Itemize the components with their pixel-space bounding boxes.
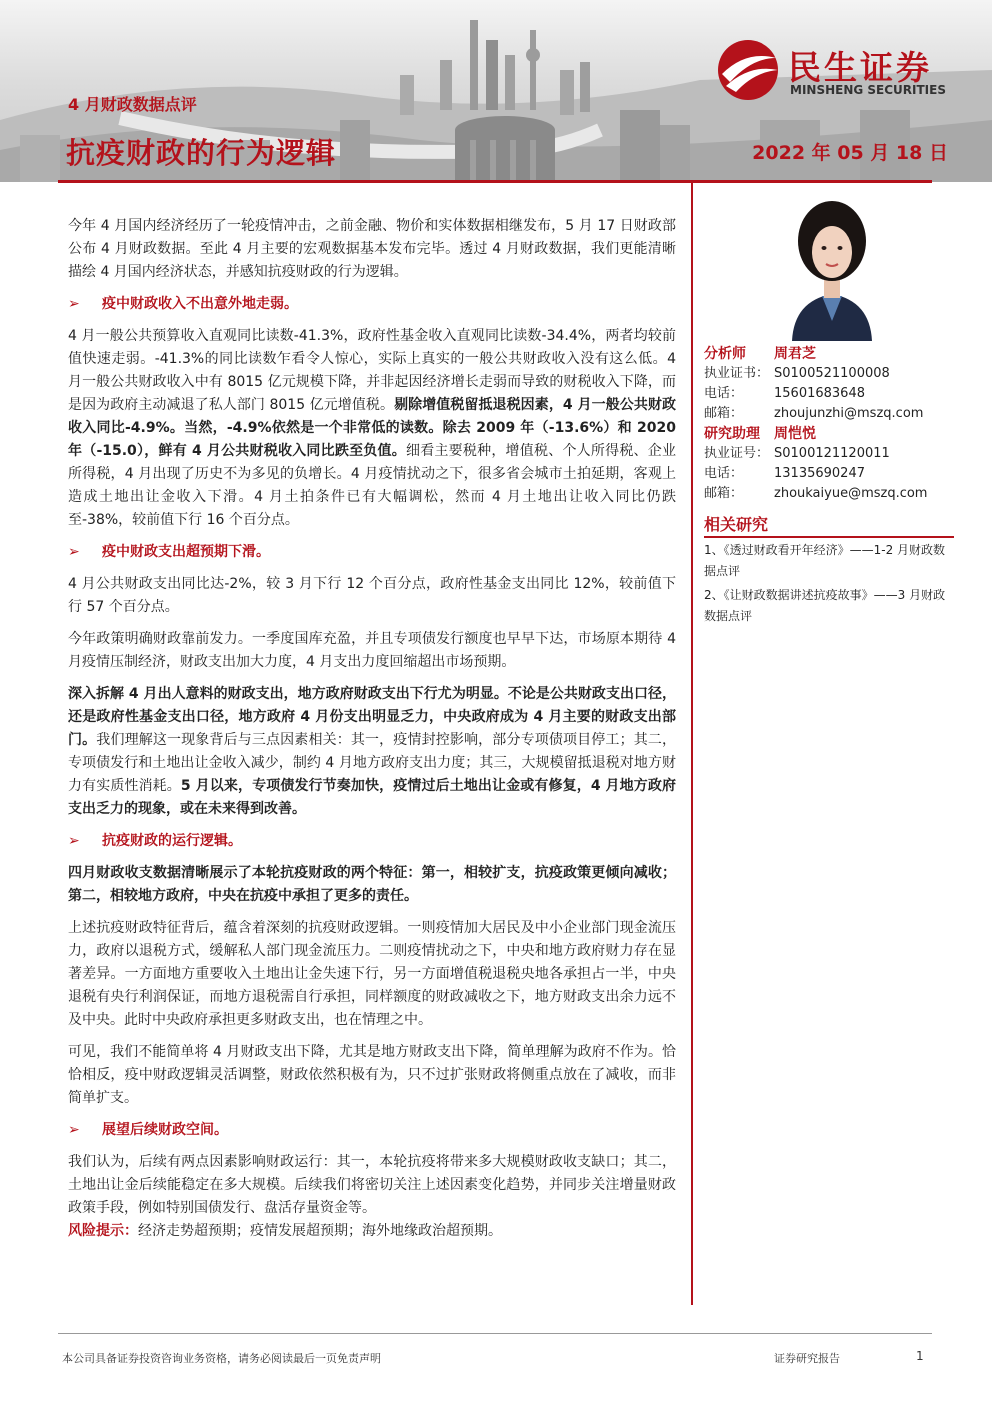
bullet-arrow-icon: ➢ bbox=[68, 296, 80, 312]
intro-paragraph: 今年 4 月国内经济经历了一轮疫情冲击，之前金融、物价和实体数据相继发布，5 月 17 日财政部公布 4 月财政数据。至此 4 月主要的宏观数据基本发布完毕。透过 4 月财政数据，我们更能清晰描绘 4 月国内经济状态，并感知抗疫财政的行为逻辑。 bbox=[68, 218, 676, 280]
analyst-photo bbox=[772, 196, 892, 341]
revenue-paragraph: 4 月一般公共预算收入直观同比读数-41.3%，政府性基金收入直观同比读数-34.4%，两者均较前值快速走弱。-41.3%的同比读数乍看令人惊心，实际上真实的一般公共财政收入没有这么低。4 月一般公共财政收入中有 8015 亿元规模下降，并非起因经济增长走弱而导致的财税收入下降，而是因为政府主动减退了私人部门 8015 亿元增值税。剔除增值税留抵退税因素，4 月一般公共财政收入同比-4.9%。当然，-4.9%依然是一个非常低的读数。除去 2009 年（-13.6%）和 2020 年（-15.0），鲜有 4 月公共财税收入同比跌至负值。细看主要税种，增值税、个人所得税、企业所得税，4 月出现了历史不为多见的负增长。4 月疫情扰动之下，很多省会城市土拍延期，客观上造成土地出让金收入下滑。4 月土拍条件已有大幅调松，然而 4 月土地出让收入同比仍跌至-38%，较前值下行 16 个百分点。 bbox=[68, 328, 677, 528]
report-subject: 4 月财政数据点评 bbox=[68, 95, 197, 114]
related-research-item[interactable]: 1、《透过财政看开年经济》——1-2 月财政数据点评 bbox=[704, 543, 946, 578]
analyst-name: 周君芝 bbox=[774, 346, 816, 362]
assistant-email: 邮箱： zhoukaiyue@mszq.com bbox=[704, 486, 928, 501]
main-content bbox=[68, 215, 676, 1252]
logic-paragraph-3: 可见，我们不能简单将 4 月财政支出下降，尤其是地方财政支出下降，简单理解为政府不作为。恰恰相反，疫中财政逻辑灵活调整，财政依然积极有为，只不过扩张财政将侧重点放在了减收，而非简单扩支。 bbox=[68, 1044, 676, 1106]
footer-divider bbox=[58, 1333, 932, 1334]
section-heading-revenue: ➢ 疫中财政收入不出意外地走弱。 bbox=[68, 293, 676, 316]
section-heading-logic: ➢ 抗疫财政的运行逻辑。 bbox=[68, 830, 676, 853]
header-divider bbox=[58, 180, 932, 183]
logo-name-en: MINSHENG SECURITIES bbox=[790, 83, 946, 97]
related-research-title: 相关研究 bbox=[704, 515, 769, 534]
assistant-phone: 电话： 13135690247 bbox=[704, 466, 865, 481]
logic-paragraph-1: 四月财政收支数据清晰展示了本轮抗疫财政的两个特征：第一，相较扩支，抗疫政策更倾向减收；第二，相较地方政府，中央在抗疫中承担了更多的责任。 bbox=[68, 865, 676, 904]
analyst-info bbox=[704, 344, 944, 504]
analyst-cert: 执业证书： S0100521100008 bbox=[704, 366, 890, 381]
report-date: 2022 年 05 月 18 日 bbox=[752, 142, 948, 164]
outlook-paragraph: 我们认为，后续有两点因素影响财政运行：其一，本轮抗疫将带来多大规模财政收支缺口；其二，土地出让金后续能稳定在多大规模。后续我们将密切关注上述因素变化趋势，并同步关注增量财政政策手段，例如特别国债发行、盘活存量资金等。 bbox=[68, 1154, 676, 1216]
expenditure-paragraph-1: 4 月公共财政支出同比达-2%，较 3 月下行 12 个百分点，政府性基金支出同比 12%，较前值下行 57 个百分点。 bbox=[68, 576, 676, 615]
section-heading-outlook: ➢ 展望后续财政空间。 bbox=[68, 1119, 676, 1142]
analyst-portrait-image bbox=[772, 196, 892, 341]
bullet-arrow-icon: ➢ bbox=[68, 544, 80, 560]
analyst-email: 邮箱： zhoujunzhi@mszq.com bbox=[704, 406, 924, 421]
assistant-cert: 执业证号： S0100121120011 bbox=[704, 446, 890, 461]
footer-report-type: 证券研究报告 bbox=[774, 1352, 840, 1365]
related-research-divider bbox=[704, 536, 954, 538]
risk-warning: 风险提示：经济走势超预期；疫情发展超预期；海外地缘政治超预期。 bbox=[68, 1223, 502, 1239]
logo-name-cn: 民生证券 bbox=[788, 48, 932, 87]
assistant-name: 周恺悦 bbox=[774, 426, 816, 442]
column-divider bbox=[691, 183, 693, 1305]
expenditure-paragraph-2: 今年政策明确财政靠前发力。一季度国库充盈，并且专项债发行额度也早早下达，市场原本期待 4 月疫情压制经济，财政支出加大力度，4 月支出力度回缩超出市场预期。 bbox=[68, 631, 676, 670]
analyst-phone: 电话： 15601683648 bbox=[704, 386, 865, 401]
expenditure-paragraph-3: 深入拆解 4 月出人意料的财政支出，地方政府财政支出下行尤为明显。不论是公共财政支出口径，还是政府性基金支出口径，地方政府 4 月份支出明显乏力，中央政府成为 4 月主要的财政支出部门。我们理解这一现象背后与三点因素相关：其一，疫情封控影响，部分专项债项目停工；其二，专项债发行和土地出让金收入减少，制约 4 月地方政府支出力度；其三，大规模留抵退税对地方财力有实质性消耗。5 月以来，专项债发行节奏加快，疫情过后土地出让金或有修复，4 月地方政府支出乏力的现象，或在未来得到改善。 bbox=[68, 686, 677, 817]
related-research-item[interactable]: 2、《让财政数据讲述抗疫故事》——3 月财政数据点评 bbox=[704, 588, 946, 623]
bullet-arrow-icon: ➢ bbox=[68, 833, 80, 849]
page-number: 1 bbox=[916, 1349, 924, 1363]
assistant-header: 研究助理 周恺悦 bbox=[704, 426, 816, 442]
minsheng-logo-icon bbox=[716, 38, 784, 102]
related-research-list bbox=[704, 540, 954, 630]
analyst-header: 分析师 周君芝 bbox=[704, 346, 816, 362]
logic-paragraph-2: 上述抗疫财政特征背后，蕴含着深刻的抗疫财政逻辑。一则疫情加大居民及中小企业部门现金流压力，政府以退税方式，缓解私人部门现金流压力。二则疫情扰动之下，中央和地方政府财力存在显著差异。一方面地方重要收入土地出让金失速下行，另一方面增值税退税央地各承担占一半，中央退税有央行利润保证，而地方退税需自行承担，同样额度的财政减收之下，地方财政支出余力远不及中央。此时中央政府承担更多财政支出，也在情理之中。 bbox=[68, 920, 676, 1028]
company-logo bbox=[716, 38, 966, 102]
footer-disclaimer: 本公司具备证券投资咨询业务资格，请务必阅读最后一页免责声明 bbox=[62, 1352, 381, 1365]
section-heading-expenditure: ➢ 疫中财政支出超预期下滑。 bbox=[68, 541, 676, 564]
report-title: 抗疫财政的行为逻辑 bbox=[66, 136, 337, 170]
bullet-arrow-icon: ➢ bbox=[68, 1122, 80, 1138]
